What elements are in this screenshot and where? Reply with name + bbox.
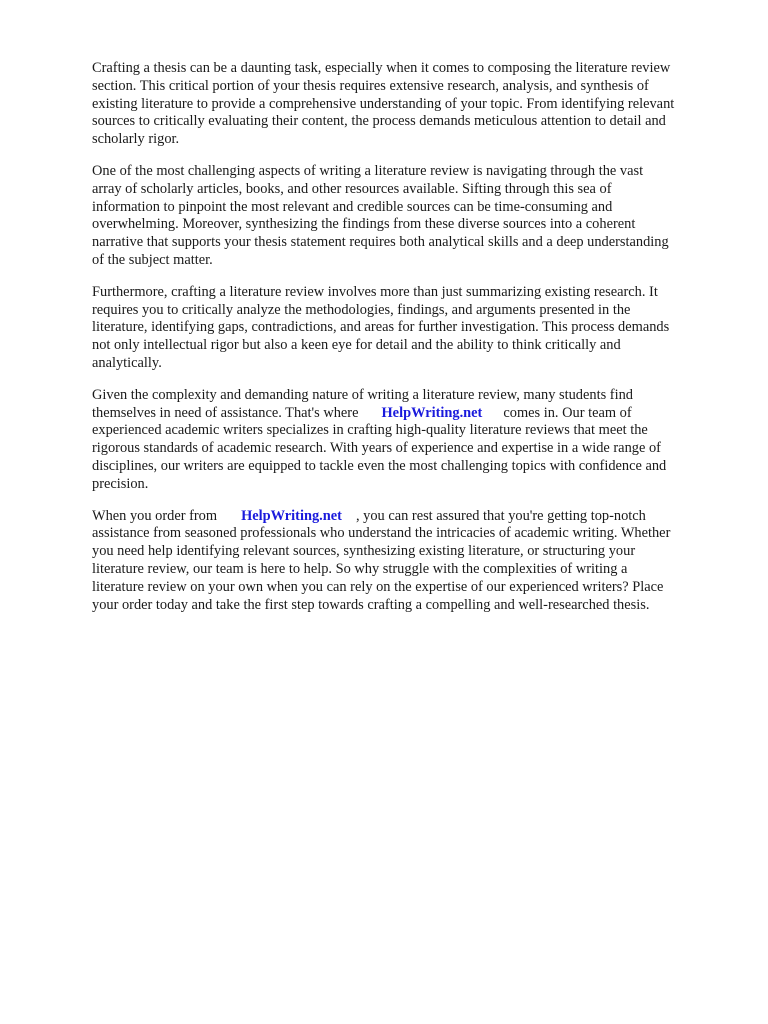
text-line-with-link bbox=[92, 405, 722, 423]
text-segment: comes in. Our team of bbox=[503, 404, 632, 421]
text-line: sources to critically evaluating their content, the process demands meticulous attention to detail and bbox=[92, 113, 666, 130]
text-line: array of scholarly articles, books, and other resources available. Sifting through this sea of bbox=[92, 180, 612, 197]
text-line-with-link bbox=[92, 508, 722, 526]
text-line: Furthermore, crafting a literature review involves more than just summarizing existing research. It bbox=[92, 283, 658, 300]
text-line: requires you to critically analyze the methodologies, findings, and arguments presented in the bbox=[92, 301, 631, 318]
document-body bbox=[92, 60, 722, 628]
paragraph-challenges bbox=[92, 163, 722, 270]
text-line: One of the most challenging aspects of writing a literature review is navigating through the vast bbox=[92, 162, 644, 179]
text-line: rigorous standards of academic research. With years of experience and expertise in a wide range of bbox=[92, 440, 661, 457]
helpwriting-link[interactable]: HelpWriting.net bbox=[241, 507, 342, 524]
text-segment: , you can rest assured that you're getting top-notch bbox=[355, 507, 646, 524]
text-line: analytically. bbox=[92, 354, 162, 371]
text-line: your order today and take the first step towards crafting a compelling and well-researched thesis. bbox=[92, 596, 650, 613]
text-line: not only intellectual rigor but also a keen eye for detail and the ability to think critically and bbox=[92, 337, 621, 354]
text-line: existing literature to provide a comprehensive understanding of your topic. From identifying relevant bbox=[92, 95, 675, 112]
text-line: Crafting a thesis can be a daunting task, especially when it comes to composing the literature review bbox=[92, 60, 671, 76]
text-line: section. This critical portion of your thesis requires extensive research, analysis, and synthesis of bbox=[92, 77, 649, 94]
text-segment: When you order from bbox=[92, 507, 218, 524]
text-line: Given the complexity and demanding nature of writing a literature review, many students find bbox=[92, 386, 633, 403]
paragraph-analysis bbox=[92, 284, 722, 373]
text-line: experienced academic writers specializes in crafting high-quality literature reviews that meet the bbox=[92, 422, 648, 439]
text-line: narrative that supports your thesis statement requires both analytical skills and a deep understanding bbox=[92, 234, 669, 251]
paragraph-assistance bbox=[92, 387, 722, 494]
text-line: overwhelming. Moreover, synthesizing the findings from these diverse sources into a coherent bbox=[92, 216, 636, 233]
text-line: you need help identifying relevant sources, synthesizing existing literature, or structuring your bbox=[92, 543, 636, 560]
text-line: scholarly rigor. bbox=[92, 131, 180, 148]
text-line: literature review on your own when you can rely on the expertise of our experienced writers? Place bbox=[92, 578, 664, 595]
text-line: of the subject matter. bbox=[92, 251, 213, 268]
paragraph-intro bbox=[92, 60, 722, 149]
text-line: precision. bbox=[92, 475, 149, 492]
text-line: disciplines, our writers are equipped to tackle even the most challenging topics with confidence and bbox=[92, 457, 667, 474]
helpwriting-link[interactable]: HelpWriting.net bbox=[381, 404, 483, 421]
text-line: literature review, our team is here to help. So why struggle with the complexities of writing a bbox=[92, 560, 628, 577]
text-line: literature, identifying gaps, contradictions, and areas for further investigation. This process demands bbox=[92, 319, 670, 336]
text-line: assistance from seasoned professionals who understand the intricacies of academic writing. Whether bbox=[92, 525, 671, 542]
paragraph-order bbox=[92, 508, 722, 615]
text-segment: themselves in need of assistance. That's where bbox=[92, 404, 359, 421]
text-line: information to pinpoint the most relevant and credible sources can be time-consuming and bbox=[92, 198, 613, 215]
